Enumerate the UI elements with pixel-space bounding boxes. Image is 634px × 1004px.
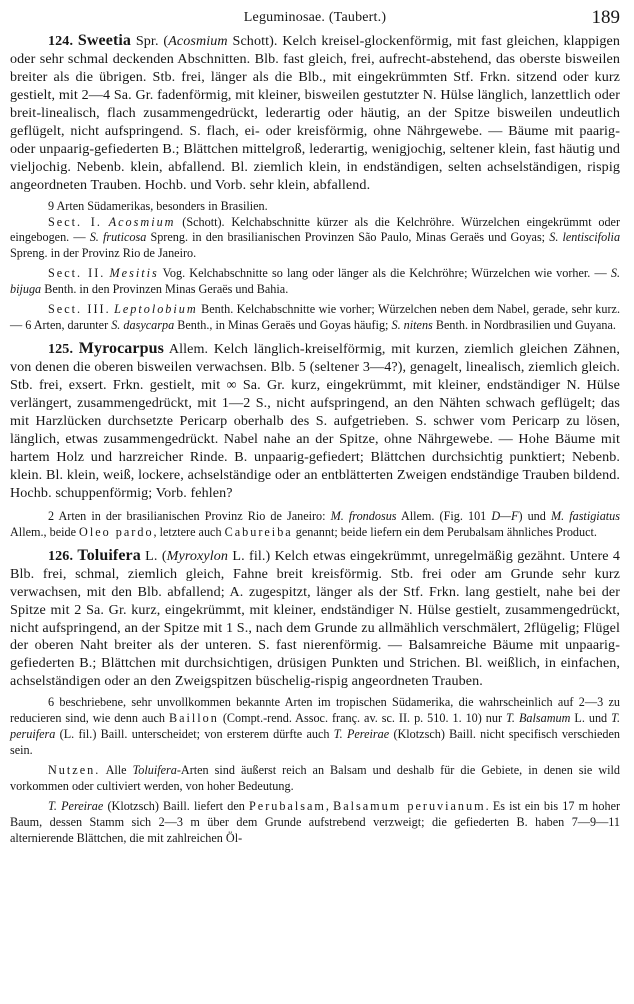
genus-author: Spr.: [135, 33, 159, 49]
description-text: Kelch kreisel-glockenförmig, mit fast gleichen, klappigen oder sehr schmal deckenden Abschnitten. Blb. fast gleich, frei, aufrecht-abstehend, das oberste bisweilen breiter als die übrigen. Stb. frei, länger als die Blb., mit eingekrümmten Stf. Frkn. sitzend oder kurz gestielt, mit 2—4 Sa. Gr. fadenförmig, mit kleiner, bisweilen gestutzter N. Hülse länglich, lanzettlich oder breit-linealisch, flach zusammengedrückt, lederartig oder häutig, an der Spitze bisweilen undeutlich geflügelt, nicht aufspringend. S. flach, ei- oder kreisförmig, ohne Nährgewebe. — Bäume mit paarig- oder unpaarig-gefiederten B.; Blättchen mittelgroß, lederartig, wenigjochig, seltener klein, fast häutig und vieljochig. Nebenb. klein, abfallend. Bl. ziemlich klein, in endständigen, selten achselständigen, rispig angeordneten Trauben. Hochb. und Vorb. sehr klein, abfallend.: [10, 33, 621, 193]
section-label: Sect. II.: [48, 266, 106, 281]
genus-126-species-note: [10, 695, 620, 759]
species-name: M. fastigiatus: [550, 508, 621, 523]
common-name: Oleo pardo: [79, 524, 154, 539]
section-author: Vog.: [162, 266, 186, 281]
section-text: Kelchabschnitte wie vorher; Würzelchen neben dem Nabel, gerade, sehr kurz. — 6 Arten, darunter: [10, 302, 620, 333]
balsam-text: ,: [325, 799, 329, 814]
species-name: T. Pereirae: [333, 727, 390, 742]
synonym-open: (: [163, 33, 169, 49]
description-text: Kelch länglich-kreiselförmig, mit kurzen, ziemlich gleichen Zähnen, von denen die oberen bisweilen verwachsen. Blb. 5 (seltener 3—4?), genagelt, linealisch, ziemlich gleich. Stb. frei, exsert. Frkn. gestielt, mit ∞ Sa. Gr. kurz, eingekrümmt, mit kleiner, endständiger N. Hülse verlängert, zusammengedrückt, mit 1—2 S., nicht aufspringend, an den Nähten schwach geflügelt; das mit Harzlücken durchsetzte Pericarp oberhalb des S. aufgetrieben. S. schwer vom Pericarp zu lösen, länglich, etwas zusammengedrückt. Nabel nahe an der Spitze, ohne Nährgewebe. — Hohe Bäume mit hartem Holz und harzreicher Rinde. B. unpaarig-gefiedert; Blättchen durchsichtig punktiert; Nebenb. klein. Bl. klein, weiß, lockere, achselständige oder an entblätterten Zweigen endständige Trauben bildend. Hochb. schuppenförmig; Vorb. fehlen?: [10, 341, 620, 501]
note-text: (Compt.-rend. Assoc. franç. av. sc. II. p. 510. 1. 10) nur: [222, 711, 503, 726]
genus-ref: Toluifera: [132, 763, 177, 778]
uses-paragraph: [10, 763, 620, 795]
common-name: Cabureiba: [224, 524, 293, 539]
section-text: Benth. in den Provinzen Minas Geraës und Bahia.: [44, 282, 289, 297]
product-name: Perubalsam: [249, 799, 326, 814]
note-text: , letztere auch: [153, 524, 222, 539]
species-name: S. dasycarpa: [111, 318, 175, 333]
product-name: Balsamum peruvianum: [333, 799, 486, 814]
genus-126-description: [10, 547, 620, 692]
section-1: [10, 215, 620, 263]
genus-author: L.: [145, 547, 158, 564]
genus-author: Allem.: [168, 341, 209, 358]
synonym-author: Schott: [232, 33, 270, 49]
synonym-name: Acosmium: [168, 33, 228, 49]
uses-text: -Arten sind äußerst reich an Balsam und deshalb für die Gebiete, in denen sie wild vorkommen oder cultiviert werden, von hoher Bedeutung.: [10, 763, 621, 794]
section-label: Sect. I.: [48, 214, 102, 229]
synonym-close: ): [265, 547, 271, 564]
section-author: Benth.: [201, 302, 234, 317]
section-text: Kelchabschnitte kürzer als die Kelchröhre. Würzelchen eingekrümmt oder eingebogen. —: [10, 214, 621, 245]
description-text: Kelch etwas eingekrümmt, unregelmäßig gezähnt. Untere 4 Blb. frei, schmal, ziemlich gleich, Fahne breit kreisförmig. Stb. frei oder am Grunde sehr kurz verwachsen, mit den Blb. abfallend; A. zugespitzt, länger als der Stf. Frkn. lang gestielt, nahe bei der Spitze mit 2 Sa. Gr. kurz, eingekrümmt, mit kleiner, endständiger N. Hülse gestielt, zusammengedrückt, nicht aufspringend, an der Spitze mit 1 S., nach dem Grunde zu allmählich verschmälert, 2flügelig; Flügel der oberen Naht breiter als der unteren. S. fast nierenförmig. — Balsamreiche Bäume mit unpaarig-gefiederten B.; Blättchen mit durchsichtigen, drüsigen Punkten und Strichen. Bl. weißlich, in einfachen, achselständigen oder an den Zweigspitzen büschelig-rispig angeordneten Trauben.: [10, 547, 621, 690]
section-text: Benth. in Nordbrasilien und Guyana.: [435, 318, 616, 333]
page-number: 189: [591, 7, 620, 28]
species-name: S. lentiscifolia: [549, 230, 621, 245]
synonym-open: (: [161, 547, 167, 564]
genus-124-species-note: 9 Arten Südamerikas, besonders in Brasilien.: [48, 198, 268, 213]
species-name: S. nitens: [391, 318, 433, 333]
genus-125-description: [10, 340, 620, 503]
note-text: Allem., beide: [10, 524, 76, 539]
species-name: T. Pereirae: [48, 799, 104, 814]
synonym-close: ).: [269, 33, 278, 49]
section-name: Leptolobium: [114, 302, 198, 317]
note-text: (L. fil.) Baill. unterscheidet; von ersterem dürfte auch: [59, 727, 330, 742]
genus-125-species-note: [10, 509, 620, 541]
uses-text: Alle: [105, 763, 127, 778]
section-text: Kelchabschnitte so lang oder länger als die Kelchröhre; Würzelchen wie vorher. —: [189, 266, 607, 281]
section-text: Spreng. in den brasilianischen Provinzen São Paulo, Minas Geraës und Goyas;: [150, 230, 546, 245]
synonym-author: L. fil.: [232, 547, 266, 564]
species-name: M. frondosus: [330, 508, 397, 523]
genus-name: Toluifera: [77, 546, 141, 564]
section-name: Mesitis: [109, 266, 159, 281]
genus-124-description: [10, 32, 620, 195]
balsam-text: (Klotzsch) Baill. liefert den: [107, 799, 245, 814]
genus-number: 124.: [48, 33, 74, 49]
genus-name: Sweetia: [77, 32, 132, 49]
section-2: [10, 266, 620, 298]
peru-balsam-paragraph: [10, 799, 620, 847]
section-name: Acosmium: [108, 214, 176, 229]
note-text: Allem. (Fig. 101: [400, 508, 487, 523]
genus-number: 125.: [48, 341, 74, 358]
page-header: [10, 6, 620, 32]
section-text: Benth., in Minas Geraës und Goyas häufig;: [177, 318, 389, 333]
genus-name: Myrocarpus: [78, 340, 164, 358]
person-name: Baillon: [168, 711, 219, 726]
species-name: T. Balsamum: [506, 711, 571, 726]
section-text: Spreng. in der Provinz Rio de Janeiro.: [10, 246, 197, 261]
note-text: (Klotzsch) Baill. nicht specifisch verschieden sein.: [10, 727, 621, 758]
balsam-text: . Es ist ein bis 17 m hoher Baum, dessen Stamm sich 2—3 m über dem Grunde aufstrebend verzweigt; die gefiederten B. haben 7—9—11 alternierende Blättchen, die mit zahlreichen Öl-: [10, 799, 621, 845]
note-text: ) und: [518, 508, 546, 523]
section-label: Sect. III.: [48, 302, 111, 317]
section-3: [10, 302, 620, 334]
note-text: 2 Arten in der brasilianischen Provinz Rio de Janeiro:: [48, 508, 326, 523]
species-name: S. fruticosa: [89, 230, 147, 245]
synonym-name: Myroxylon: [166, 547, 229, 564]
species-name: T. peruifera: [10, 711, 621, 742]
genus-number: 126.: [48, 547, 74, 564]
note-text: genannt; beide liefern ein dem Perubalsam ähnliches Product.: [295, 524, 597, 539]
running-head: Leguminosae. (Taubert.): [243, 10, 387, 25]
section-author: (Schott).: [182, 214, 225, 229]
note-text: L. und: [574, 711, 608, 726]
uses-label: Nutzen.: [48, 763, 101, 778]
figure-ref: D—F: [491, 508, 519, 523]
species-name: S. bijuga: [10, 266, 620, 297]
note-text: 6 beschriebene, sehr unvollkommen bekannte Arten im tropischen Südamerika, die wahrscheinlich auf 2—3 zu reducieren sind, wie denn auch: [10, 695, 620, 726]
